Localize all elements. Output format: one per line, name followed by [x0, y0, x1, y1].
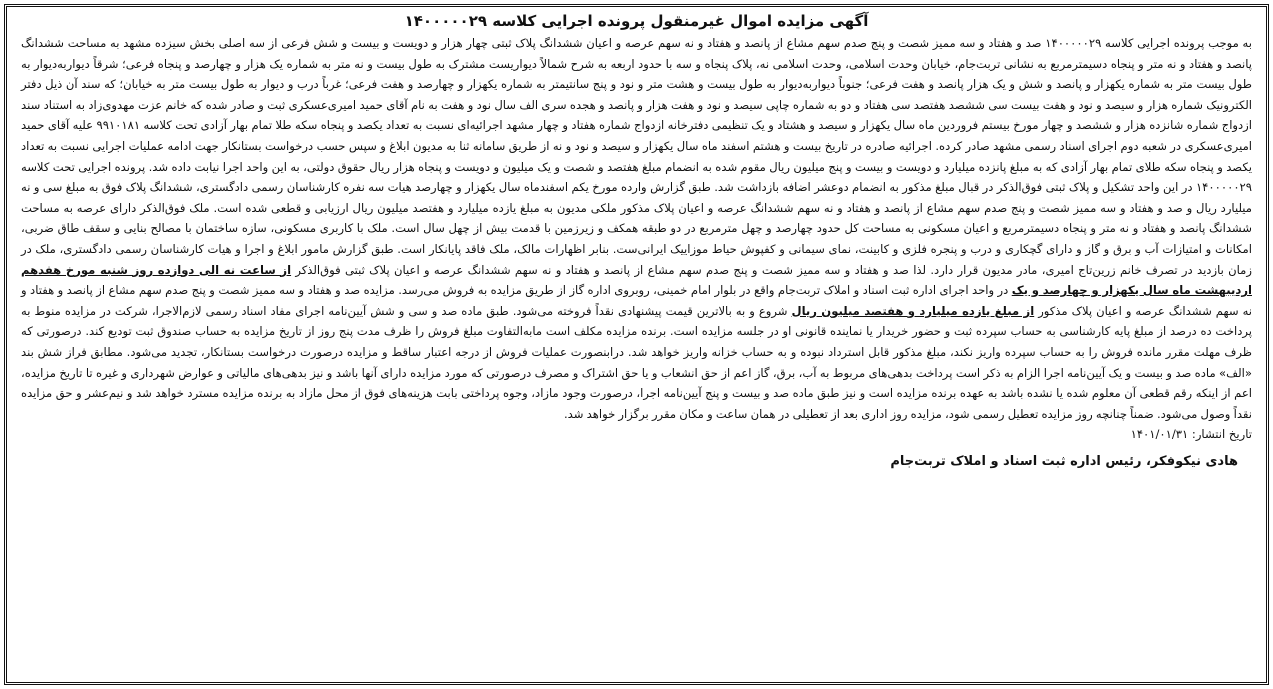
signature: هادی نیکوفکر، رئیس اداره ثبت اسناد و املاک تربت‌جام	[890, 453, 1238, 469]
notice-body	[21, 33, 1252, 424]
notice-paragraph: در واحد اجرای اداره ثبت اسناد و املاک تربت‌جام واقع در بلوار امام خمینی، روبروی اداره گاز از طریق مزایده به فروش می‌رسد. مزایده صد و هفتاد و سه ممیز شصت و پنج صدم سهم مشاع از پانصد و هفتاد و نه سهم ششدانگ عرصه و اعیان پلاک مذکور	[21, 283, 1253, 318]
publish-date: تاریخ انتشار: ۱۴۰۱/۰۱/۳۱	[1130, 427, 1252, 442]
notice-border	[4, 4, 1269, 685]
notice-paragraph: به موجب پرونده اجرایی کلاسه ۱۴۰۰۰۰۰۲۹ صد و هفتاد و سه ممیز شصت و پنج صدم سهم مشاع از پانصد و هفتاد و نه سهم عرصه و اعیان ششدانگ پلاک ثبتی چهار هزار و دویست و بیست و شش فرعی از سه اصلی بخش سیزده مشهد به مساحت ششدانگ پانصد و هفتاد و نه متر و پنجاه دسیمترمربع به نشانی تربت‌جام، خیابان وحدت اسلامی، وحدت اسلامی نه، پلاک پنجاه و سه با حدود اربعه به شرح شمالاً دیواریست مشترک به طول بیست و نه متر به شماره یک هزار و چهارصد و پنجاه فرعی؛ شرقاً دیواربه‌دیوار به طول بیست متر به شماره یکهزار و پانصد و شش و یک هزار پانصد و هفت فرعی؛ جنوباً دیواربه‌دیوار به طول بیست و هشت متر و نود و پنج سانتیمتر به شماره یکهزار و چهارصد و هفت فرعی؛ غرباً درب و دیوار به طول بیست متر به خیابان؛ که سند آن ذیل دفتر الکترونیک شماره هزار و سیصد و نود و هفت بیست سی ششصد هفتصد سی هفتاد و دو به شماره چاپی سیصد و نود و هفت هزار و پانصد و هجده سری الف سال نود و هفت به نام آقای حمید امیری‌عسکری ثبت و صادر شده که خانم عزت مهدوی‌زاد به استناد سند ازدواج شماره شانزده هزار و ششصد و چهار مورخ بیستم فروردین ماه سال یکهزار و سیصد و هشتاد و یک تنظیمی دفترخانه ازدواج شماره هفتاد و چهار مشهد اجرائیه‌ای نسبت به تعداد یکصد و پنجاه سکه طلا تمام بهار آزادی تحت کلاسه ۹۹۱۰۱۸۱ علیه آقای حمید امیری‌عسکری در شعبه دوم اجرای اسناد رسمی مشهد صادر کرده. اجرائیه صادره در تاریخ بیست و هشتم اسفند ماه سال یکهزار و سیصد و نود و نه از طریق سامانه ثنا به مدیون ابلاغ و سپس حسب درخواست بستانکار جهت ادامه عملیات اجرایی نسبت به تعداد یکصد و پنجاه سکه طلای تمام بهار آزادی که به مبلغ پانزده میلیارد و دویست و بیست و پنج میلیون ریال مقوم شده به انضمام مبلغ هفتصد و شصت و یک میلیون و دویست و پنجاه هزار ریال حقوق دولتی، به این واحد اجرا نیابت داده شد. پرونده اجرایی تحت کلاسه ۱۴۰۰۰۰۰۲۹ در این واحد تشکیل و پلاک ثبتی فوق‌الذکر در قبال مبلغ مذکور به انضمام دوعشر اضافه بازداشت شد. طبق گزارش وارده مورخ یکم اسفندماه سال یکهزار و چهارصد هیات سه نفره کارشناسان رسمی دادگستری، ششدانگ پلاک فوق به مبلغ سی و نه میلیارد ریال و صد و هفتاد و سه ممیز شصت و پنج صدم سهم مشاع از پانصد و هفتاد و نه سهم ششدانگ عرصه و اعیان پلاک مذکور ملکی مدیون به مبلغ یازده میلیارد و هفتصد میلیون ریال ارزیابی و قطعی شده است. ملک فوق‌الذکر دارای عرصه به مساحت ششدانگ پانصد و هفتاد و نه متر و پنجاه دسیمترمربع و اعیان مسکونی به مساحت کل حدود چهارصد و چهل مترمربع در دو طبقه همکف و زیرزمین با قدمت بیش از چهل سال است. ملک با کاربری مسکونی، سازه ساختمان با مصالح بنایی و سقف طاق ضربی، امکانات و امتیازات آب و برق و گاز و دارای گچکاری و درب و پنجره فلزی و کابینت، نمای سیمانی و کفپوش حیاط موزاییک ایرانی‌ست. بنابر اظهارات مالک، ملک فاقد پایانکار است. طبق گزارش مامور ابلاغ و اجرا و هیات کارشناسان رسمی دادگستری، ملک در زمان بازدید در تصرف خانم زرین‌تاج امیری، مادر مدیون قرار دارد. لذا صد و هفتاد و سه ممیز شصت و پنج صدم سهم مشاع از پانصد و هفتاد و نه سهم ششدانگ عرصه و اعیان پلاک ثبتی فوق‌الذکر	[21, 36, 1253, 277]
auction-time-emphasis: از ساعت نه الی دوازده روز شنبه مورخ هفدهم اردیبهشت ماه سال یکهزار و چهارصد و یک	[21, 262, 1252, 298]
notice-paragraph: شروع و به بالاترین قیمت پیشنهادی نقداً فروخته می‌شود. طبق ماده صد و سی و شش آیین‌نامه اجرای مفاد اسناد رسمی لازم‌الاجرا، شرکت در مزایده منوط به پرداخت ده درصد از مبلغ پایه کارشناسی به حساب سپرده ثبت و حضور خریدار یا نماینده قانونی او در جلسه مزایده است. برنده مزایده مکلف است مابه‌التفاوت مبلغ فروش را ظرف مدت پنج روز از تاریخ مزایده به حساب صندوق ثبت تودیع کند. درصورتی که ظرف مهلت مقرر مانده فروش را به حساب سپرده واریز نکند، مبلغ مذکور قابل استرداد نبوده و به حساب خزانه واریز خواهد شد. درابنصورت عملیات فروش از درجه اعتبار ساقط و مزایده درصورت درخواست بستانکار، تجدید می‌شود. مطابق فراز شش بند «الف» ماده صد و بیست و یک آیین‌نامه اجرا الزام به ذکر است پرداخت بدهی‌های مربوط به آب، برق، گاز اعم از حق انشعاب و یا حق اشتراک و مصرف درصورتی که مورد مزایده دارای آنها باشد و نیز بدهی‌های مالیاتی و عوارض شهرداری و غیره تا تاریخ مزایده، اعم از اینکه رقم قطعی آن معلوم شده یا نشده باشد به عهده برنده مزایده است و نیز طبق ماده صد و بیست و پنج آیین‌نامه اجرا، درصورت وجود مازاد، وجوه پرداختی بابت هزینه‌های فوق از محل مازاد به برنده مزایده مسترد خواهد شد و نیم‌عشر و حق مزایده نقداً وصول می‌شود. ضمناً چنانچه روز مزایده تعطیل رسمی شود، مزایده روز اداری بعد از تعطیلی در همان ساعت و مکان مقرر برگزار خواهد شد.	[21, 303, 1252, 421]
base-price-emphasis: از مبلغ یازده میلیارد و هفتصد میلیون ریال	[791, 303, 1035, 318]
notice-title: آگهی مزایده اموال غیرمنقول پرونده اجرایی کلاسه ۱۴۰۰۰۰۰۲۹	[404, 12, 869, 30]
